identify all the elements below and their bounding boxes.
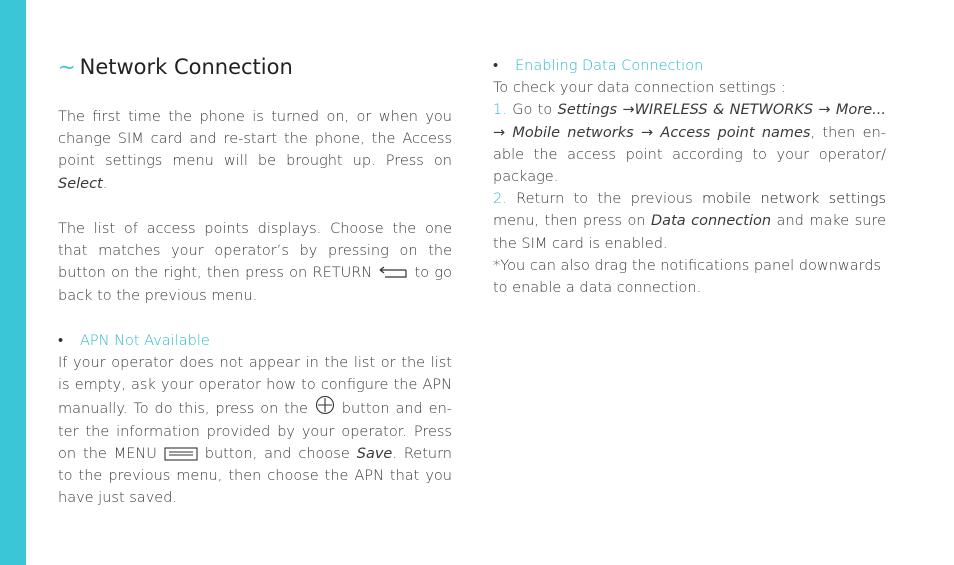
step-2-text-e: and make sure the SIM card is enabled. [493, 213, 886, 252]
right-column [493, 55, 886, 299]
step-2-number: 2. [493, 191, 507, 208]
apn-text-b: button and en-ter the information provided by your operator. Press on the MENU [58, 401, 452, 462]
mobile-network-settings-term: mobile network settings [701, 191, 886, 208]
step-1-text-a: Go to [506, 102, 558, 119]
apn-paragraph [58, 352, 452, 509]
intro-end: . [102, 175, 108, 192]
data-connection-term: Data connection [651, 213, 772, 230]
apn-text-e: . Return to the previous menu, then choose the APN that you have just saved. [58, 445, 453, 507]
intro-paragraph [58, 106, 452, 195]
data-connection-heading-text: Enabling Data Connection [515, 58, 704, 74]
add-circle-icon [314, 396, 336, 416]
title-text: Network Connection [79, 55, 293, 79]
menu-icon [164, 447, 198, 461]
apn-heading-text: APN Not Available [80, 333, 210, 349]
bullet-dot: • [493, 58, 499, 74]
list-text-end: to go back to the previous menu. [58, 265, 452, 304]
list-text: The list of access points displays. Choose the one that matches your operator’s by pressing on the button on the right, then press on RETURN [58, 221, 452, 282]
title-tilde: ~ [58, 55, 76, 79]
access-point-list-paragraph [58, 218, 452, 307]
step-2-text-a: Return to the previous [506, 191, 702, 208]
apn-text-c: button, and choose [197, 445, 357, 462]
step-2 [493, 188, 886, 255]
apn-heading [58, 330, 210, 352]
step-2-text-c: menu, then press on [493, 213, 652, 230]
settings-path: Settings →WIRELESS & NETWORKS → More... → Mobile networks → Access point names [493, 102, 886, 141]
step-1-text-c: , then en-able the access point according to your operator/ package. [493, 124, 886, 186]
step-1 [493, 99, 886, 188]
apn-text-a: If your operator does not appear in the list or the list is empty, ask your operator how to configure the APN manually. To do this, press on the [58, 355, 452, 418]
intro-text: The first time the phone is turned on, or when you change SIM card and re-start the phone, the Access point settings menu will be brought up. Press on [58, 109, 452, 170]
save-term: Save [356, 445, 393, 462]
data-connection-intro: To check your data connection settings : [493, 80, 786, 97]
select-term: Select [58, 175, 103, 192]
bullet-dot: • [58, 333, 64, 349]
note-paragraph: *You can also drag the notifications panel downwards to enable a data connection. [493, 257, 882, 297]
return-icon [377, 266, 409, 280]
step-1-number: 1. [493, 102, 507, 119]
page-title [58, 55, 293, 79]
accent-sidebar-bar [0, 0, 26, 565]
data-connection-heading [493, 55, 886, 77]
